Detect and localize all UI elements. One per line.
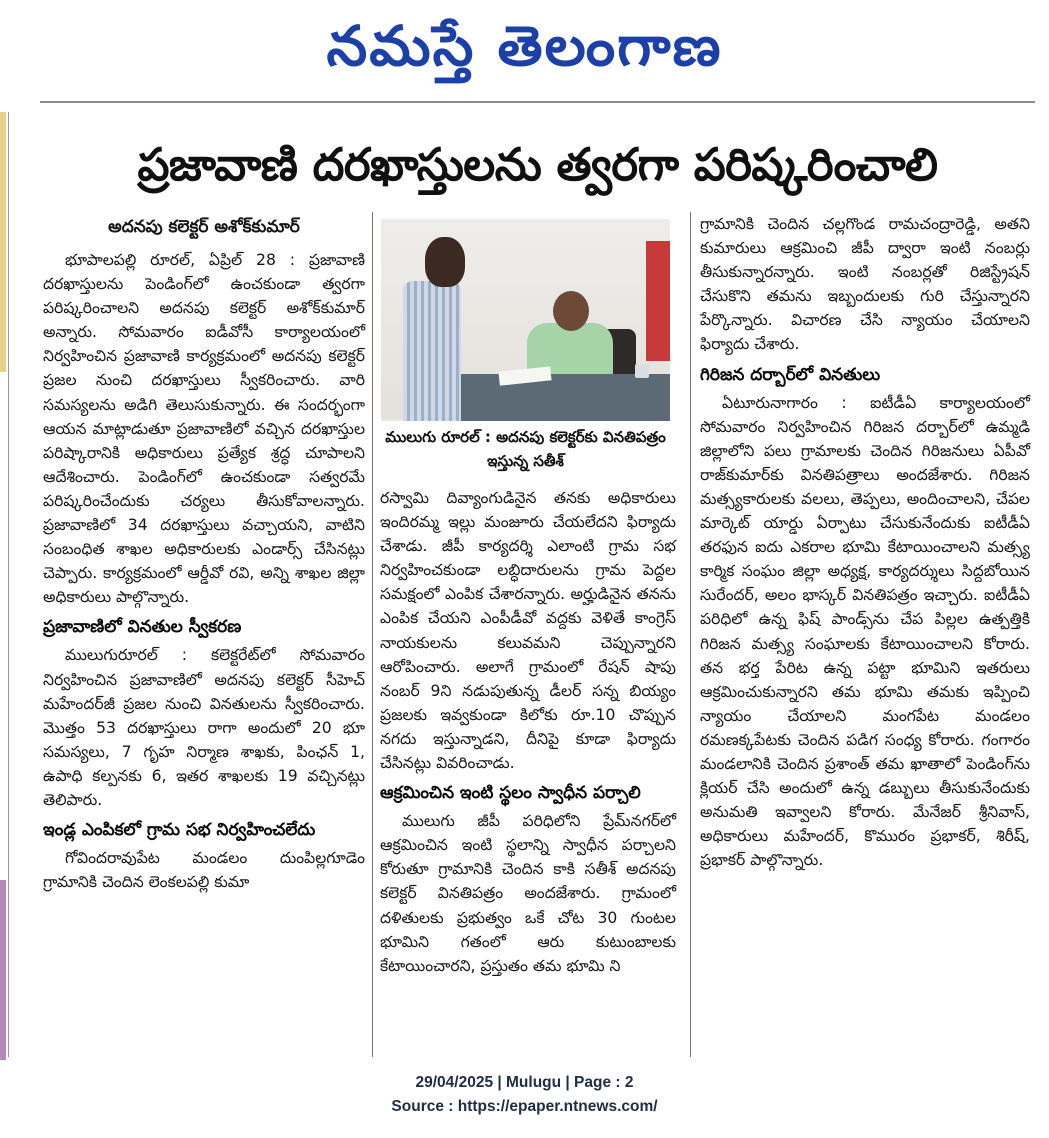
left-edge-strip: [0, 112, 6, 372]
subheading: గిరిజన దర్బార్‌లో వినతులు: [700, 364, 881, 385]
subheading: ప్రజావాణిలో వినతుల స్వీకరణ: [43, 617, 242, 638]
article-body: ములుగురూరల్ : కలెక్టరేట్‌లో సోమవారం నిర్వహించిన ప్రజావాణిలో అదనపు కలెక్టర్ సీహెచ్ మహేందర్‌జీ ప్రజల నుంచి వినతులను స్వీకరించారు. మొత్తం 53 దరఖాస్తులు రాగా అందులో 20 భూ సమస్యలు, 7 గృహ నిర్మాణ శాఖకు, పింఛన్ 1, ఉపాధి కల్పనకు 6, ఇతర శాఖలకు 19 వచ్చినట్లు తెలిపారు.: [43, 646, 365, 809]
article-body: భూపాలపల్లి రూరల్, ఏప్రిల్ 28 : ప్రజావాణి దరఖాస్తులను పెండింగ్‌లో ఉంచకుండా త్వరగా పరిష్కరించాలని అదనపు కలెక్టర్ అశోక్‌కుమార్ అన్నారు. సోమవారం ఐడీవోసీ కార్యాలయంలో నిర్వహించిన ప్రజావాణి కార్యక్రమంలో అదనపు కలెక్టర్ ప్రజల నుంచి దరఖాస్తులు స్వీకరించారు. వారి సమస్యలను అడిగి తెలుసుకున్నారు. ఈ సందర్భంగా ఆయన మాట్లాడుతూ ప్రజావాణిలో వచ్చిన దరఖాస్తుల పరిష్కారానికి అధికారులు ప్రత్యేక శ్రద్ధ చూపాలని ఆదేశించారు. పెండింగ్‌లో ఉంచకుండా సత్వరమే పరిష్కరించేందుకు చర్యలు తీసుకోవాలన్నారు. ప్రజావాణిలో 34 దరఖాస్తులు వచ్చాయని, వాటిని సంబంధిత శాఖల అధికారులకు ఎండార్స్ చేసినట్లు చెప్పారు. కార్యక్రమంలో ఆర్డీవో రవి, అన్ని శాఖల జిల్లా అధికారులు పాల్గొన్నారు.: [43, 251, 365, 607]
article-body: ములుగు జీపీ పరిధిలోని ప్రేమ్‌నగర్‌లో ఆక్రమించిన ఇంటి స్థలాన్ని స్వాధీన పర్చాలని కోరుతూ గ్రామానికి చెందిన కాకి సతీశ్ అదనపు కలెక్టర్ వినతిపత్రం అందజేశారు. గ్రామంలో దళితులకు ప్రభుత్వం ఒకే చోట 30 గుంటల భూమిని గతంలో ఆరు కుటుంబాలకు కేటాయించారని, ప్రస్తుతం తమ భూమి ని: [380, 812, 676, 975]
article-body: రస్వామి దివ్యాంగుడినైన తనకు అధికారులు ఇందిరమ్మ ఇల్లు మంజూరు చేయలేదని ఫిర్యాదు చేశాడు. జీపీ కార్యదర్శి ఎలాంటి గ్రామ సభ నిర్వహించకుండా లబ్ధిదారులను గ్రామ పెద్దల సమక్షంలో ఎంపిక చేశారన్నారు. అర్హుడినైన తనను ఎంపిక చేయని ఎంపీడీవో వద్దకు వెళితే కాంగ్రెస్ నాయకులను కలువమని చెప్పున్నారని ఆరోపించారు. అలాగే గ్రామంలో రేషన్ షాపు నంబర్ 9ని నడుపుతున్న డీలర్ సన్న బియ్యం ప్రజలకు ఇవ్వకుండా కిలోకు రూ.10 చొప్పున నగదు ఇస్తున్నాడని, దీనిపై కూడా ఫిర్యాదు చేసినట్లు వివరించాడు.: [380, 489, 676, 773]
article-body: ఏటూరునాగారం : ఐటీడీఏ కార్యాలయంలో సోమవారం నిర్వహించిన గిరిజన దర్బార్‌లో ఉమ్మడి జిల్లాలోని పలు గ్రామాలకు చెందిన గిరిజనులు ఏపీవో రాజ్‌కుమార్‌కు వినతిపత్రాలు అందజేశారు. గిరిజన మత్స్యకారులకు వలలు, తెప్పలు, అందించాలని, చేపల మార్కెట్ యార్డు ఏర్పాటు చేసుకునేందుకు ఐటీడీఏ తరఫున ఐదు ఎకరాల భూమి కేటాయించాలని మత్స్య కార్మిక సంఘం జిల్లా అధ్యక్ష, కార్యదర్శులు సిద్దబోయిన సురేందర్, అలం భాస్కర్ వినతిపత్రం ఇచ్చారు. ఐటీడీఏ పరిధిలో ఉన్న ఫిష్ పాండ్స్‌ను చేప పిల్లల ఉత్పత్తికి గిరిజన మత్స్య సంఘాలకు కేటాయించాలని కోరారు. తన భర్త పేరిట ఉన్న పట్టా భూమిని ఇతరులు ఆక్రమించుకున్నారని తమ భూమి తమకు ఇప్పించి న్యాయం చేయాలని మంగపేట మండలం రమణక్కపేటకు చెందిన పడిగ సంధ్య కోరారు. గంగారం మండలానికి చెందిన ప్రశాంత్ తమ ఖాతాలో పెండింగ్‌ను క్లియర్ చేసి అందులో ఉన్న డబ్బులు తీసుకునేందుకు అనుమతి ఇవ్వాలని కోరారు. మేనేజర్ శ్రీనివాస్, అధికారులు మహేందర్, కొమురం ప్రభాకర్, శిరీష్, ప్రభాకర్ పాల్గొన్నారు.: [700, 393, 1030, 870]
article-body: గ్రామానికి చెందిన చల్లగొండ రామచంద్రారెడ్డి, అతని కుమారులు ఆక్రమించి జీపీ ద్వారా ఇంటి నంబర్లు తీసుకున్నారన్నారు. ఇంటి నంబర్లతో రిజిస్ట్రేషన్ చేసుకొని తమను ఇబ్బందులకు గురి చేస్తున్నారని పేర్కొన్నారు. విచారణ చేసి న్యాయం చేయాలని ఫిర్యాదు చేశారు.: [700, 215, 1030, 354]
column-rule: [372, 212, 373, 1057]
column-rule: [690, 212, 691, 1057]
left-edge-strip-lower: [0, 880, 6, 1060]
subheading: ఇండ్ల ఎంపికలో గ్రామ సభ నిర్వహించలేదు: [43, 820, 316, 841]
subheading: ఆక్రమించిన ఇంటి స్థలం స్వాధీన పర్చాలి: [380, 783, 641, 804]
footer-date-line: 29/04/2025 | Mulugu | Page : 2: [415, 1074, 634, 1091]
column-left: [43, 212, 365, 894]
article-body: గోవిందరావుపేట మండలం దుంపిల్లగూడెం గ్రామానికి చెందిన లెంకలపల్లి కుమా: [43, 849, 365, 892]
column-middle: [380, 486, 676, 978]
newspaper-logo: నమస్తే తెలంగాణ: [326, 13, 723, 79]
footer: [0, 1071, 1049, 1119]
column-right: [700, 212, 1030, 872]
photo-caption: ములుగు రూరల్ : అదనపు కలెక్టర్‌కు వినతిపత్రం ఇస్తున్న సతీశ్: [385, 428, 666, 470]
masthead-divider: [40, 101, 1035, 103]
headline: ప్రజావాణి దరఖాస్తులను త్వరగా పరిష్కరించాలి: [137, 138, 938, 191]
news-photo: [381, 219, 670, 421]
footer-source-line: Source : https://epaper.ntnews.com/: [391, 1098, 658, 1115]
left-edge-line: [8, 112, 9, 1057]
masthead: [0, 0, 1049, 92]
byline: అదనపు కలెక్టర్ అశోక్‌కుమార్: [108, 217, 300, 237]
